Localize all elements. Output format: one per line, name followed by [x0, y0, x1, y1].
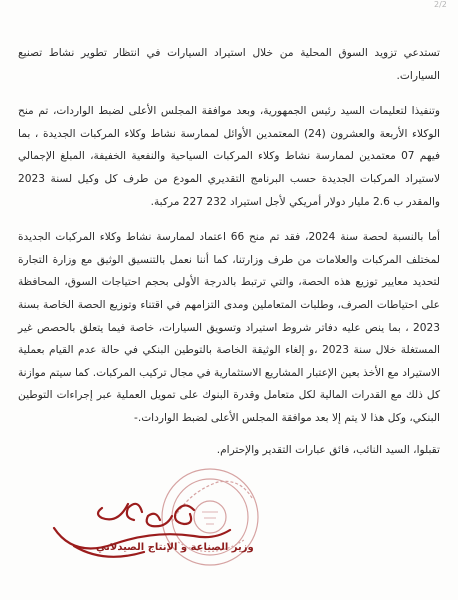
paragraph-2: وتنفيذا لتعليمات السيد رئيس الجمهورية، وبعد موافقة المجلس الأعلى لضبط الواردات، تم منح الوكلاء الأربعة والعشرون (24) المعتمدين الأوائل لممارسة نشاط وكلاء المركبات الجديدة ، بما فيهم 07 معتمدين لممارسة نشاط وكلاء المركبات السياحية والنفعية الخفيفة، المبلغ الإجمالي لاستيراد المركبات الجديدة حسب البرنامج التقديري المودع من طرف كل وكيل لسنة 2023 والمقدر ب 2.6 مليار دولار أمريكي لأجل استيراد 232 227 مركبة.: [18, 105, 441, 208]
paragraph-3: أما بالنسبة لحصة سنة 2024، فقد تم منح 66 اعتماد لممارسة نشاط وكلاء المركبات الجديدة لمختلف المركبات والعلامات من طرف وزارتنا، كما أننا نعمل بالتنسيق الوثيق مع وزارة التجارة لتحديد معايير توزيع هذه الحصة، والتي ترتبط بالدرجة الأولى بحجم احتياجات السوق، المحافظة على احتياطات الصرف، وطلبات المتعاملين ومدى التزامهم في اقتناء وتوزيع الحصة الخاصة بسنة 2023 ، بما ينص عليه دفاتر شروط استيراد وتسويق السيارات، خاصة فيما يتعلق بالحصص غير المستغلة خلال سنة 2023 ،و إلغاء الوثيقة الخاصة بالتوطين البنكي في حالة عدم القيام بعملية الاستيراد مع الأخذ بعين الإعتبار المشاريع الاستثمارية في مجال تركيب المركبات. كما سيتم موازنة كل ذلك مع القدرات المالية لكل متعامل وقدرة البنوك على تمويل العملية عبر إجراءات التوطين البنكي، وكل هذا لا يتم إلا بعد موافقة المجلس الأعلى لضبط الواردات.-: [18, 231, 441, 424]
signatory-title: وزير الصناعة و الإنتاج الصيدلاني: [96, 542, 254, 553]
closing-line: تقبلوا، السيد النائب، فائق عبارات التقدير والإحترام.: [216, 443, 440, 456]
page-number: 2/2: [434, 0, 447, 9]
letter-body: [18, 42, 440, 474]
signature: [44, 488, 234, 568]
paragraph-1: تستدعي تزويد السوق المحلية من خلال استيراد السيارات في انتظار تطوير نشاط تصنيع السيارات.: [18, 47, 440, 82]
